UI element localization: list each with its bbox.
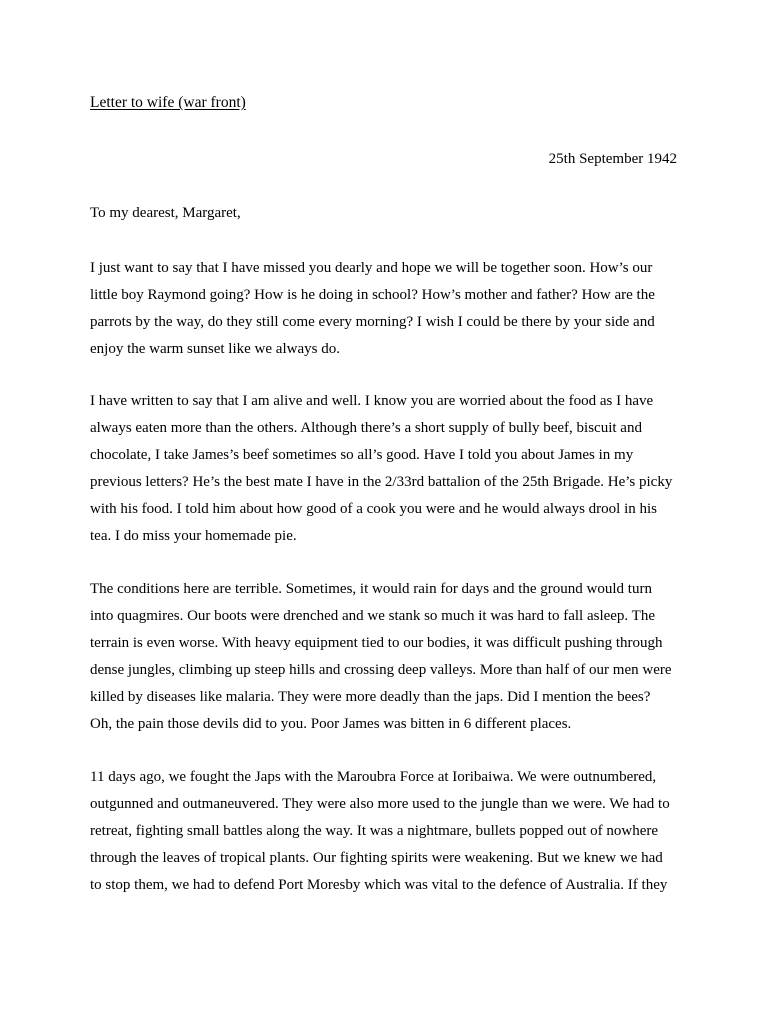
paragraph-line: chocolate, I take James’s beef sometimes so all’s good. Have I told you about James in my [90, 447, 634, 463]
document-title: Letter to wife (war front) [90, 94, 246, 111]
salutation: To my dearest, Margaret, [90, 205, 241, 221]
paragraph-1 [90, 255, 655, 363]
paragraph-line: dense jungles, climbing up steep hills and crossing deep valleys. More than half of our men were [90, 662, 672, 678]
paragraph-line: little boy Raymond going? How is he doing in school? How’s mother and father? How are the [90, 287, 655, 303]
paragraph-line: killed by diseases like malaria. They were more deadly than the japs. Did I mention the bees? [90, 689, 651, 705]
paragraph-line: outgunned and outmaneuvered. They were also more used to the jungle than we were. We had to [90, 796, 670, 812]
paragraph-line: with his food. I told him about how good of a cook you were and he would always drool in his [90, 501, 657, 517]
paragraph-line: previous letters? He’s the best mate I have in the 2/33rd battalion of the 25th Brigade. He’s picky [90, 474, 673, 490]
paragraph-4 [90, 764, 670, 899]
paragraph-line: retreat, fighting small battles along the way. It was a nightmare, bullets popped out of nowhere [90, 823, 659, 839]
paragraph-line: parrots by the way, do they still come every morning? I wish I could be there by your side and [90, 314, 655, 330]
paragraph-line: always eaten more than the others. Although there’s a short supply of bully beef, biscuit and [90, 420, 642, 436]
paragraph-3 [90, 576, 672, 738]
paragraph-line: into quagmires. Our boots were drenched and we stank so much it was hard to fall asleep. The [90, 608, 655, 624]
paragraph-line: The conditions here are terrible. Sometimes, it would rain for days and the ground would turn [90, 581, 652, 597]
paragraph-2 [90, 388, 672, 550]
paragraph-line: terrain is even worse. With heavy equipment tied to our bodies, it was difficult pushing through [90, 635, 663, 651]
paragraph-line: through the leaves of tropical plants. Our fighting spirits were weakening. But we knew we had [90, 850, 663, 866]
paragraph-line: enjoy the warm sunset like we always do. [90, 341, 340, 357]
paragraph-line: tea. I do miss your homemade pie. [90, 528, 297, 544]
paragraph-line: I just want to say that I have missed you dearly and hope we will be together soon. How’s our [90, 260, 653, 276]
paragraph-line: I have written to say that I am alive and well. I know you are worried about the food as I have [90, 393, 654, 409]
letter-date: 25th September 1942 [548, 151, 677, 167]
paragraph-line: Oh, the pain those devils did to you. Poor James was bitten in 6 different places. [90, 716, 572, 732]
paragraph-line: to stop them, we had to defend Port Moresby which was vital to the defence of Australia. If they [90, 877, 668, 893]
paragraph-line: 11 days ago, we fought the Japs with the Maroubra Force at Ioribaiwa. We were outnumbered, [90, 769, 657, 785]
